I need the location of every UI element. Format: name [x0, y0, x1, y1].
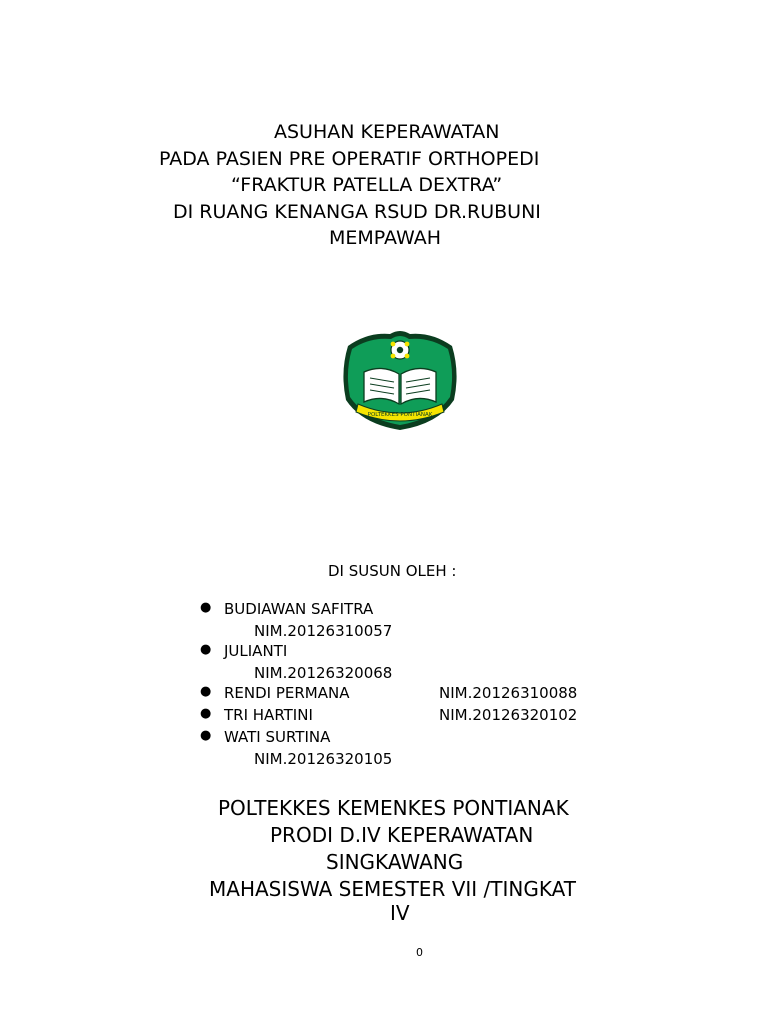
page-number: 0: [416, 946, 423, 959]
bullet-icon: ●: [200, 706, 212, 721]
title-line: “FRAKTUR PATELLA DEXTRA”: [231, 174, 503, 196]
author-nim: NIM.20126320102: [439, 706, 578, 724]
bullet-icon: ●: [200, 600, 212, 615]
author-item: [0, 600, 768, 640]
author-name: RENDI PERMANA: [224, 684, 350, 702]
author-item: [0, 642, 768, 682]
author-nim: NIM.20126310057: [254, 622, 393, 640]
institution-line: POLTEKKES KEMENKES PONTIANAK: [218, 796, 569, 820]
title-line: MEMPAWAH: [329, 227, 442, 249]
institution-line: PRODI D.IV KEPERAWATAN: [270, 823, 534, 847]
author-name: JULIANTI: [224, 642, 288, 660]
bullet-icon: ●: [200, 728, 212, 743]
author-item: [0, 728, 768, 768]
institution-line: IV: [390, 901, 410, 925]
title-line: ASUHAN KEPERAWATAN: [274, 121, 500, 143]
institution-line: SINGKAWANG: [326, 850, 464, 874]
author-heading: DI SUSUN OLEH :: [328, 562, 457, 580]
author-name: BUDIAWAN SAFITRA: [224, 600, 374, 618]
bullet-icon: ●: [200, 684, 212, 699]
author-name: TRI HARTINI: [224, 706, 313, 724]
author-item: [0, 706, 768, 728]
poltekkes-emblem-icon: [338, 326, 462, 434]
bullet-icon: ●: [200, 642, 212, 657]
author-name: WATI SURTINA: [224, 728, 331, 746]
author-nim: NIM.20126310088: [439, 684, 578, 702]
title-line: PADA PASIEN PRE OPERATIF ORTHOPEDI: [159, 147, 540, 170]
institution-line: MAHASISWA SEMESTER VII /TINGKAT: [209, 877, 576, 901]
author-nim: NIM.20126320068: [254, 664, 393, 682]
logo-text: POLTEKKES PONTIANAK: [367, 412, 433, 418]
title-line: DI RUANG KENANGA RSUD DR.RUBUNI: [173, 200, 541, 223]
author-item: [0, 684, 768, 706]
author-nim: NIM.20126320105: [254, 750, 393, 768]
